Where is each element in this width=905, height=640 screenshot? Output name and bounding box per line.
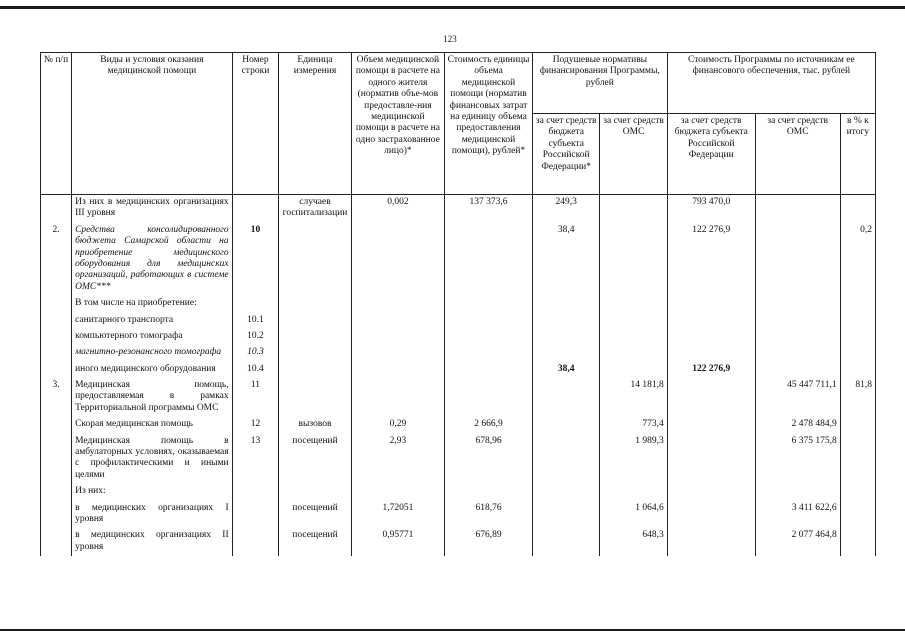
cell-pc-oms: [600, 345, 667, 361]
cell-num: [41, 313, 72, 329]
cell-volume: 1,72051: [351, 501, 444, 529]
cell-line: 12: [232, 417, 279, 433]
cell-line: 13: [232, 434, 279, 485]
cell-pc-budget: [533, 313, 600, 329]
header-program-oms: за счет средств ОМС: [755, 114, 840, 195]
cell-pc-oms: [600, 362, 667, 378]
header-unit-cost: Стоимость единицы объема медицинской помощи (норматив финансовых затрат на единицу объема предоставления медицинской помощи), рублей*: [445, 53, 533, 195]
cell-pr-budget: [667, 501, 755, 529]
header-program-percent: в % к итогу: [840, 114, 875, 195]
cell-cost: 676,89: [445, 528, 533, 556]
cell-pc-budget: [533, 329, 600, 345]
cell-pr-oms: [755, 195, 840, 223]
table-row: [41, 329, 876, 345]
cell-pr-oms: [755, 329, 840, 345]
cell-name: Медицинская помощь в амбулаторных условиях, оказываемая с профилактическими и иными целями: [72, 434, 233, 485]
cell-pr-budget: [667, 417, 755, 433]
cell-line: 10.4: [232, 362, 279, 378]
cell-pr-budget: [667, 329, 755, 345]
header-unit: Единица измерения: [279, 53, 352, 195]
cell-pc-oms: 648,3: [600, 528, 667, 556]
cell-unit: вызовов: [279, 417, 352, 433]
cell-pr-oms: [755, 362, 840, 378]
cell-pc-budget: 38,4: [533, 362, 600, 378]
cell-unit: [279, 329, 352, 345]
cell-pr-pct: [840, 484, 875, 500]
cell-num: [41, 528, 72, 556]
cell-unit: посещений: [279, 528, 352, 556]
cell-pr-budget: [667, 378, 755, 417]
cell-pr-pct: 81,8: [840, 378, 875, 417]
cell-pr-oms: 2 478 484,9: [755, 417, 840, 433]
table-row: [41, 313, 876, 329]
cell-line: [232, 501, 279, 529]
cell-name: Медицинская помощь, предоставляемая в рамках Территориальной программы ОМС: [72, 378, 233, 417]
cell-pr-oms: [755, 345, 840, 361]
cell-pr-oms: [755, 223, 840, 296]
cell-line: 11: [232, 378, 279, 417]
cell-pr-oms: [755, 313, 840, 329]
cell-pr-budget: [667, 434, 755, 485]
cell-cost: 2 666,9: [445, 417, 533, 433]
cell-num: 2.: [41, 223, 72, 296]
cell-name: в медицинских организациях II уровня: [72, 528, 233, 556]
cell-pc-oms: 14 181,8: [600, 378, 667, 417]
table-row: [41, 484, 876, 500]
page-number: 123: [443, 34, 457, 44]
cell-pr-budget: [667, 484, 755, 500]
cell-name: компьютерного томографа: [72, 329, 233, 345]
cell-volume: 0,002: [351, 195, 444, 223]
cell-name: Из них в медицинских организациях III уровня: [72, 195, 233, 223]
cell-pr-pct: [840, 434, 875, 485]
header-per-capita-group: Подушевые нормативы финансирования Программы, рублей: [533, 53, 668, 114]
cell-pc-budget: [533, 434, 600, 485]
cell-num: [41, 417, 72, 433]
header-volume: Объем медицинской помощи в расчете на одного жителя (норматив объе-мов предоставле-ния медицинской помощи в расчете на одно застрахованное лицо)*: [351, 53, 444, 195]
cell-num: 3.: [41, 378, 72, 417]
cell-num: [41, 434, 72, 485]
table-row: [41, 195, 876, 223]
cell-name: санитарного транспорта: [72, 313, 233, 329]
table-row: [41, 362, 876, 378]
cell-cost: [445, 223, 533, 296]
cell-cost: [445, 378, 533, 417]
cell-pr-pct: [840, 417, 875, 433]
cell-pr-budget: 793 470,0: [667, 195, 755, 223]
cell-pc-budget: [533, 484, 600, 500]
header-care-type: Виды и условия оказания медицинской помощи: [72, 53, 233, 195]
cell-pc-oms: [600, 329, 667, 345]
top-border-rule: [0, 6, 905, 9]
cell-name: В том числе на приобретение:: [72, 296, 233, 312]
cell-unit: [279, 313, 352, 329]
cell-pc-oms: 773,4: [600, 417, 667, 433]
cell-cost: [445, 296, 533, 312]
cell-pr-oms: [755, 484, 840, 500]
cell-num: [41, 345, 72, 361]
cell-unit: [279, 345, 352, 361]
cell-pc-oms: [600, 313, 667, 329]
cell-volume: [351, 378, 444, 417]
cell-volume: [351, 223, 444, 296]
cell-cost: [445, 362, 533, 378]
cell-name: магнитно-резонансного томографа: [72, 345, 233, 361]
cell-pr-pct: [840, 501, 875, 529]
cell-pr-oms: 3 411 622,6: [755, 501, 840, 529]
cell-pc-oms: [600, 296, 667, 312]
cell-line: [232, 296, 279, 312]
cell-pr-oms: 45 447 711,1: [755, 378, 840, 417]
cell-volume: 0,95771: [351, 528, 444, 556]
cell-name: иного медицинского оборудования: [72, 362, 233, 378]
cell-unit: [279, 484, 352, 500]
cell-pr-oms: [755, 296, 840, 312]
cell-num: [41, 296, 72, 312]
table-row: [41, 528, 876, 556]
header-per-capita-budget: за счет средств бюджета субъекта Российской Федерации*: [533, 114, 600, 195]
header-per-capita-oms: за счет средств ОМС: [600, 114, 667, 195]
cell-pr-pct: [840, 329, 875, 345]
cell-name: Из них:: [72, 484, 233, 500]
cell-volume: [351, 484, 444, 500]
cell-volume: 0,29: [351, 417, 444, 433]
cell-volume: [351, 345, 444, 361]
cell-num: [41, 484, 72, 500]
cell-line: [232, 195, 279, 223]
cell-volume: [351, 329, 444, 345]
cell-line: 10.3: [232, 345, 279, 361]
cell-pc-budget: 38,4: [533, 223, 600, 296]
cell-line: 10: [232, 223, 279, 296]
bottom-border-rule: [0, 629, 905, 631]
table-row: [41, 501, 876, 529]
cell-volume: [351, 313, 444, 329]
cell-cost: 137 373,6: [445, 195, 533, 223]
cell-pr-budget: [667, 313, 755, 329]
header-program-cost-group: Стоимость Программы по источникам ее финансового обеспечения, тыс. рублей: [667, 53, 875, 114]
cell-name: Средства консолидированного бюджета Самарской области на приобретение медицинского оборудования для медицинских организаций, работающих в системе ОМС***: [72, 223, 233, 296]
cell-pr-pct: [840, 313, 875, 329]
cell-pc-oms: 1 989,3: [600, 434, 667, 485]
table-row: [41, 417, 876, 433]
cell-pc-budget: [533, 345, 600, 361]
header-program-budget: за счет средств бюджета субъекта Российской Федерации: [667, 114, 755, 195]
cell-line: 10.2: [232, 329, 279, 345]
cell-pr-budget: 122 276,9: [667, 362, 755, 378]
financing-table: [40, 52, 876, 556]
cell-pc-oms: [600, 484, 667, 500]
cell-pc-budget: [533, 501, 600, 529]
cell-pc-budget: [533, 528, 600, 556]
table-row: [41, 345, 876, 361]
cell-cost: [445, 484, 533, 500]
table-row: [41, 378, 876, 417]
header-line-number: Номер строки: [232, 53, 279, 195]
cell-pr-oms: 2 077 464,8: [755, 528, 840, 556]
cell-pc-budget: [533, 378, 600, 417]
cell-pc-oms: [600, 195, 667, 223]
header-num: № п/п: [41, 53, 72, 195]
cell-unit: посещений: [279, 501, 352, 529]
cell-num: [41, 501, 72, 529]
cell-cost: [445, 313, 533, 329]
table-row: [41, 223, 876, 296]
cell-volume: [351, 296, 444, 312]
cell-volume: 2,93: [351, 434, 444, 485]
cell-num: [41, 362, 72, 378]
cell-line: [232, 484, 279, 500]
cell-pc-oms: 1 064,6: [600, 501, 667, 529]
cell-pr-pct: [840, 528, 875, 556]
cell-line: 10.1: [232, 313, 279, 329]
cell-pc-budget: 249,3: [533, 195, 600, 223]
cell-line: [232, 528, 279, 556]
cell-name: Скорая медицинская помощь: [72, 417, 233, 433]
cell-volume: [351, 362, 444, 378]
cell-num: [41, 329, 72, 345]
cell-cost: 678,96: [445, 434, 533, 485]
cell-cost: [445, 329, 533, 345]
cell-unit: [279, 378, 352, 417]
cell-unit: случаев госпитализации: [279, 195, 352, 223]
cell-name: в медицинских организациях I уровня: [72, 501, 233, 529]
cell-pc-budget: [533, 417, 600, 433]
cell-unit: посещений: [279, 434, 352, 485]
cell-cost: 618,76: [445, 501, 533, 529]
table-row: [41, 296, 876, 312]
cell-pr-pct: [840, 296, 875, 312]
cell-pr-pct: 0,2: [840, 223, 875, 296]
cell-unit: [279, 362, 352, 378]
cell-pr-budget: [667, 345, 755, 361]
cell-pr-budget: 122 276,9: [667, 223, 755, 296]
cell-unit: [279, 223, 352, 296]
cell-pr-pct: [840, 362, 875, 378]
cell-pc-budget: [533, 296, 600, 312]
cell-pc-oms: [600, 223, 667, 296]
cell-pr-pct: [840, 345, 875, 361]
cell-unit: [279, 296, 352, 312]
cell-pr-oms: 6 375 175,8: [755, 434, 840, 485]
cell-pr-budget: [667, 296, 755, 312]
cell-pr-pct: [840, 195, 875, 223]
cell-num: [41, 195, 72, 223]
cell-cost: [445, 345, 533, 361]
cell-pr-budget: [667, 528, 755, 556]
table-row: [41, 434, 876, 485]
